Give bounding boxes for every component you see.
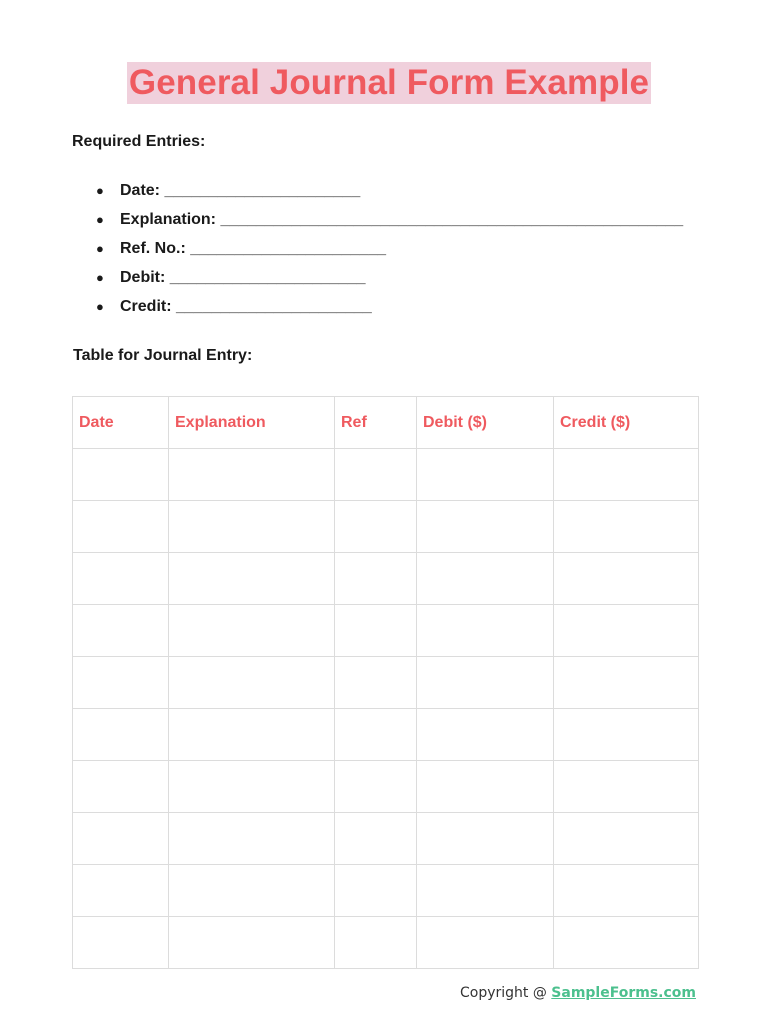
table-cell[interactable]	[554, 761, 699, 813]
table-cell[interactable]	[335, 917, 417, 969]
bullet-icon: ●	[96, 212, 104, 227]
footer	[460, 985, 696, 1001]
table-header-row	[73, 397, 699, 449]
table-cell[interactable]	[335, 449, 417, 501]
table-cell[interactable]	[73, 553, 169, 605]
table-cell[interactable]	[417, 865, 554, 917]
brand-link[interactable]: SampleForms.com	[551, 985, 696, 1001]
table-cell[interactable]	[554, 709, 699, 761]
entry-label: Date: ______________________	[120, 182, 361, 199]
entry-label: Explanation: ____________________________________________________	[120, 211, 684, 228]
required-entries-label: Required Entries:	[72, 133, 206, 150]
table-row	[73, 813, 699, 865]
table-cell[interactable]	[335, 813, 417, 865]
table-cell[interactable]	[169, 501, 335, 553]
table-cell[interactable]	[335, 657, 417, 709]
table-cell[interactable]	[335, 761, 417, 813]
table-cell[interactable]	[73, 709, 169, 761]
table-cell[interactable]	[335, 501, 417, 553]
table-row	[73, 657, 699, 709]
table-cell[interactable]	[417, 657, 554, 709]
page-title: General Journal Form Example	[128, 63, 650, 102]
entry-ref-no	[96, 238, 683, 267]
column-header-debit: Debit ($)	[417, 397, 554, 449]
table-cell[interactable]	[554, 449, 699, 501]
table-cell[interactable]	[73, 865, 169, 917]
bullet-icon: ●	[96, 270, 104, 285]
table-row	[73, 865, 699, 917]
table-cell[interactable]	[169, 657, 335, 709]
table-cell[interactable]	[417, 449, 554, 501]
journal-entry-table	[72, 396, 699, 969]
column-header-credit: Credit ($)	[554, 397, 699, 449]
table-cell[interactable]	[554, 501, 699, 553]
table-cell[interactable]	[73, 813, 169, 865]
entry-explanation	[96, 209, 683, 238]
table-cell[interactable]	[335, 709, 417, 761]
table-row	[73, 501, 699, 553]
table-row	[73, 449, 699, 501]
column-header-ref: Ref	[335, 397, 417, 449]
required-entries-list	[96, 180, 683, 325]
table-cell[interactable]	[169, 761, 335, 813]
entry-credit	[96, 296, 683, 325]
table-cell[interactable]	[73, 761, 169, 813]
table-row	[73, 917, 699, 969]
table-cell[interactable]	[417, 917, 554, 969]
table-cell[interactable]	[417, 709, 554, 761]
table-cell[interactable]	[417, 501, 554, 553]
column-header-explanation: Explanation	[169, 397, 335, 449]
table-cell[interactable]	[554, 813, 699, 865]
entry-label: Ref. No.: ______________________	[120, 240, 386, 257]
table-cell[interactable]	[73, 657, 169, 709]
table-cell[interactable]	[554, 605, 699, 657]
table-cell[interactable]	[335, 553, 417, 605]
copyright-text: Copyright @	[459, 985, 552, 1001]
table-cell[interactable]	[73, 501, 169, 553]
table-row	[73, 605, 699, 657]
entry-label: Debit: ______________________	[120, 269, 366, 286]
table-cell[interactable]	[554, 553, 699, 605]
bullet-icon: ●	[96, 183, 104, 198]
table-cell[interactable]	[335, 865, 417, 917]
entry-debit	[96, 267, 683, 296]
table-cell[interactable]	[73, 449, 169, 501]
table-cell[interactable]	[169, 553, 335, 605]
table-cell[interactable]	[554, 917, 699, 969]
column-header-date: Date	[73, 397, 169, 449]
table-section-label: Table for Journal Entry:	[73, 347, 253, 364]
table-cell[interactable]	[554, 657, 699, 709]
table-cell[interactable]	[417, 553, 554, 605]
bullet-icon: ●	[96, 241, 104, 256]
table-cell[interactable]	[73, 605, 169, 657]
table-cell[interactable]	[417, 605, 554, 657]
table-cell[interactable]	[417, 761, 554, 813]
table-cell[interactable]	[169, 449, 335, 501]
bullet-icon: ●	[96, 299, 104, 314]
table-row	[73, 709, 699, 761]
table-cell[interactable]	[335, 605, 417, 657]
table-cell[interactable]	[169, 709, 335, 761]
table-cell[interactable]	[169, 605, 335, 657]
table-cell[interactable]	[417, 813, 554, 865]
table-row	[73, 761, 699, 813]
entry-label: Credit: ______________________	[120, 298, 372, 315]
table-cell[interactable]	[169, 865, 335, 917]
table-body	[73, 449, 699, 969]
table-cell[interactable]	[73, 917, 169, 969]
entry-date	[96, 180, 683, 209]
table-cell[interactable]	[169, 917, 335, 969]
table-cell[interactable]	[169, 813, 335, 865]
table-row	[73, 553, 699, 605]
title-container	[0, 62, 778, 104]
table-cell[interactable]	[554, 865, 699, 917]
